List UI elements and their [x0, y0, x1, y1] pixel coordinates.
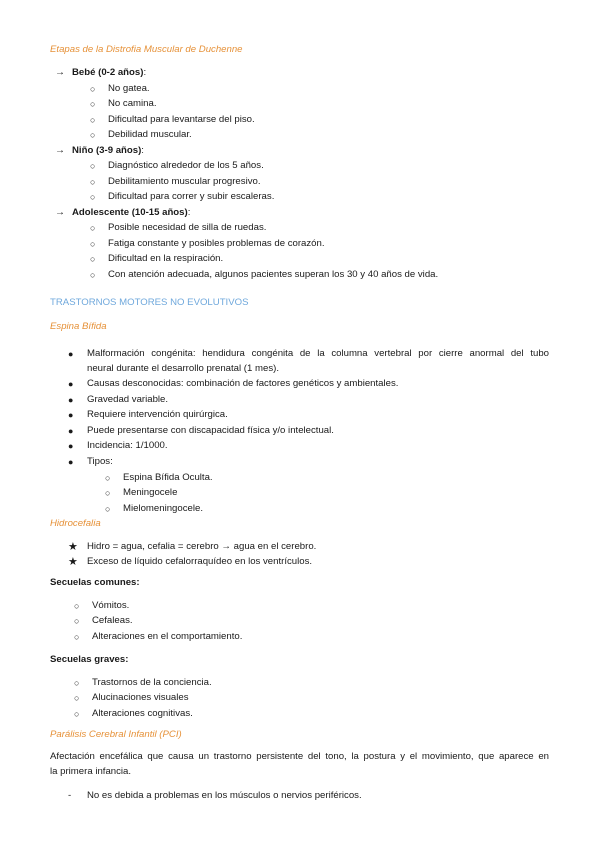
star-bullet-icon: ★ [68, 541, 78, 553]
list-item: Alucinaciones visuales [92, 692, 189, 703]
duchenne-title: Etapas de la Distrofia Muscular de Duchenne [50, 44, 243, 55]
circle-bullet-icon: ○ [74, 616, 80, 626]
arrow-icon: → [55, 145, 65, 156]
circle-bullet-icon: ○ [90, 177, 96, 187]
list-item: Malformación congénita: hendidura congénita de la columna vertebral por cierre anormal del tubo [87, 348, 549, 359]
circle-bullet-icon: ○ [90, 270, 96, 280]
list-item: No es debida a problemas en los músculos o nervios periféricos. [87, 790, 362, 801]
circle-bullet-icon: ○ [90, 223, 96, 233]
star-bullet-icon: ★ [68, 556, 78, 568]
circle-bullet-icon: ○ [74, 709, 80, 719]
circle-bullet-icon: ○ [90, 130, 96, 140]
list-item: Incidencia: 1/1000. [87, 440, 168, 451]
list-item: Hidro = agua, cefalia = cerebro → agua en el cerebro. [87, 541, 317, 552]
circle-bullet-icon: ○ [90, 99, 96, 109]
list-item: Cefaleas. [92, 615, 133, 626]
secuelas-graves-label: Secuelas graves: [50, 654, 129, 665]
list-item: Requiere intervención quirúrgica. [87, 409, 228, 420]
circle-bullet-icon: ○ [90, 161, 96, 171]
circle-bullet-icon: ○ [90, 115, 96, 125]
list-item: Con atención adecuada, algunos pacientes superan los 30 y 40 años de vida. [108, 269, 439, 280]
bullet-icon: ● [68, 349, 74, 359]
bullet-icon: ● [68, 441, 74, 451]
circle-bullet-icon: ○ [74, 693, 80, 703]
list-item: Mielomeningocele. [123, 503, 203, 514]
circle-bullet-icon: ○ [90, 239, 96, 249]
circle-bullet-icon: ○ [90, 84, 96, 94]
bullet-icon: ● [68, 395, 74, 405]
list-item: Dificultad en la respiración. [108, 253, 224, 264]
list-item: No camina. [108, 98, 157, 109]
pci-paragraph-line: Afectación encefálica que causa un trastorno persistente del tono, la postura y el movimiento, que aparece en [50, 751, 549, 762]
circle-bullet-icon: ○ [105, 488, 111, 498]
stage-label: Bebé (0-2 años): [72, 67, 147, 78]
pci-paragraph-line: la primera infancia. [50, 766, 132, 777]
list-item: Alteraciones cognitivas. [92, 708, 193, 719]
list-item: Debilidad muscular. [108, 129, 192, 140]
bullet-icon: ● [68, 410, 74, 420]
pci-title: Parálisis Cerebral Infantil (PCI) [50, 729, 182, 740]
list-item: Dificultad para correr y subir escaleras. [108, 191, 275, 202]
list-item: Exceso de líquido cefalorraquídeo en los ventrículos. [87, 556, 313, 567]
list-item: Vómitos. [92, 600, 130, 611]
list-item: Causas desconocidas: combinación de factores genéticos y ambientales. [87, 378, 399, 389]
circle-bullet-icon: ○ [105, 473, 111, 483]
list-item: No gatea. [108, 83, 150, 94]
hidrocefalia-title: Hidrocefalia [50, 518, 101, 529]
espina-bifida-title: Espina Bífida [50, 321, 107, 332]
circle-bullet-icon: ○ [74, 601, 80, 611]
list-item: Trastornos de la conciencia. [92, 677, 212, 688]
list-item: Puede presentarse con discapacidad física y/o intelectual. [87, 425, 334, 436]
list-item-continuation: neural durante el desarrollo prenatal (1 mes). [87, 363, 279, 374]
bullet-icon: ● [68, 426, 74, 436]
list-item: Tipos: [87, 456, 113, 467]
arrow-icon: → [55, 67, 65, 78]
list-item: Fatiga constante y posibles problemas de corazón. [108, 238, 325, 249]
dash-bullet-icon: - [68, 790, 72, 801]
stage-label: Adolescente (10-15 años): [72, 207, 191, 218]
circle-bullet-icon: ○ [74, 678, 80, 688]
list-item: Gravedad variable. [87, 394, 169, 405]
list-item: Debilitamiento muscular progresivo. [108, 176, 261, 187]
list-item: Dificultad para levantarse del piso. [108, 114, 255, 125]
list-item: Posible necesidad de silla de ruedas. [108, 222, 267, 233]
stage-label: Niño (3-9 años): [72, 145, 144, 156]
bullet-icon: ● [68, 457, 74, 467]
circle-bullet-icon: ○ [74, 632, 80, 642]
secuelas-comunes-label: Secuelas comunes: [50, 577, 140, 588]
list-item: Meningocele [123, 487, 178, 498]
circle-bullet-icon: ○ [90, 192, 96, 202]
arrow-icon: → [55, 207, 65, 218]
list-item: Alteraciones en el comportamiento. [92, 631, 243, 642]
list-item: Diagnóstico alrededor de los 5 años. [108, 160, 264, 171]
bullet-icon: ● [68, 379, 74, 389]
list-item: Espina Bífida Oculta. [123, 472, 213, 483]
circle-bullet-icon: ○ [105, 504, 111, 514]
section-title: TRASTORNOS MOTORES NO EVOLUTIVOS [50, 297, 249, 308]
circle-bullet-icon: ○ [90, 254, 96, 264]
